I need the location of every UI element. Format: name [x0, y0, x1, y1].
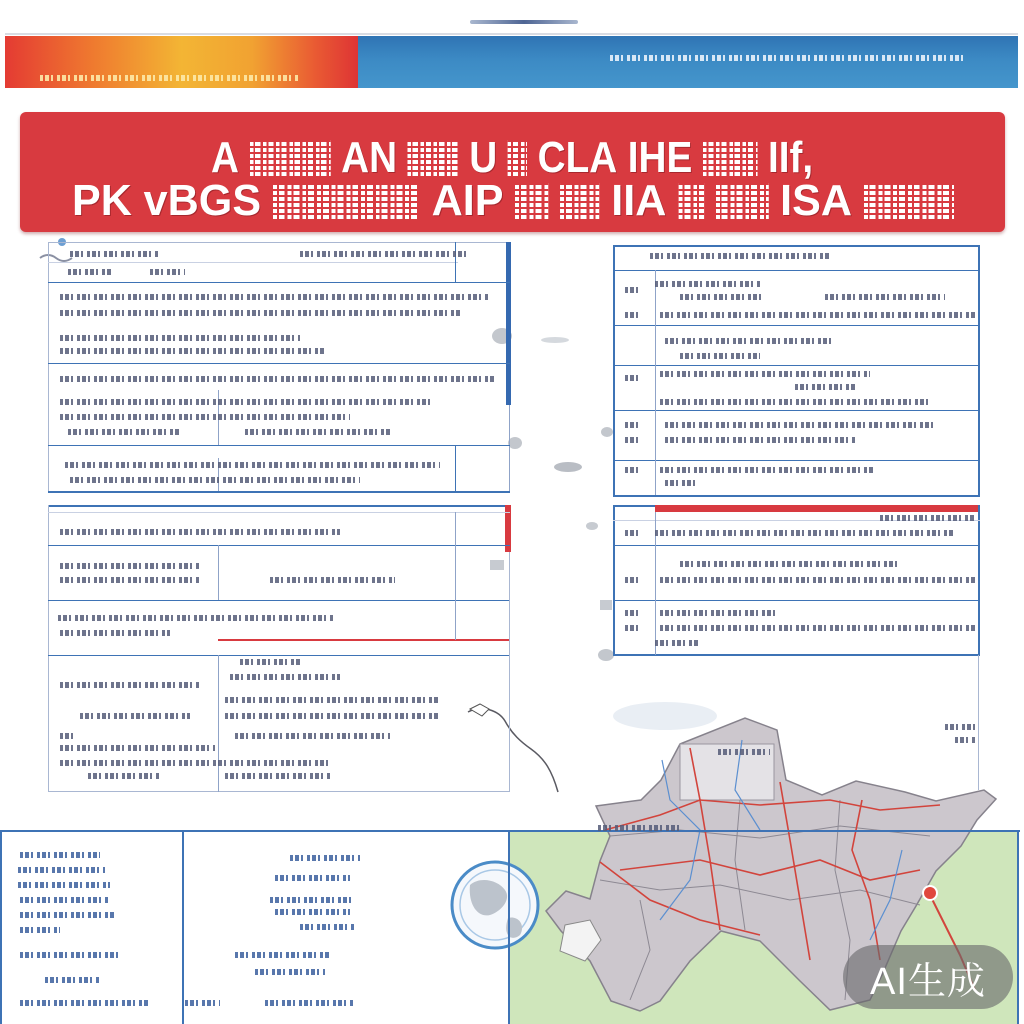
- table-rule: [48, 242, 49, 492]
- table-rule: [455, 512, 456, 640]
- table-rule: [48, 505, 49, 792]
- garbled-text-line: [625, 422, 640, 428]
- small-island: [470, 704, 489, 716]
- table-rule: [48, 791, 510, 792]
- sea-haze: [613, 702, 717, 730]
- title-fragment: ISA: [779, 176, 852, 225]
- garbled-glyphs: [715, 183, 768, 219]
- garbled-text-line: [655, 530, 955, 536]
- badge-label: AI生成: [870, 960, 986, 1003]
- table-rule: [48, 491, 510, 493]
- garbled-text-line: [60, 414, 350, 420]
- title-fragment: A: [211, 133, 240, 182]
- garbled-text-line: [265, 1000, 355, 1006]
- table-rule: [978, 505, 980, 655]
- ai-generated-badge: [843, 945, 1013, 1009]
- garbled-glyphs: [272, 183, 419, 219]
- garbled-text-line: [18, 882, 110, 888]
- table-rule: [455, 445, 456, 492]
- garbled-text-line: [60, 577, 200, 583]
- garbled-text-line: [60, 348, 325, 354]
- table-rule: [613, 410, 980, 411]
- garbled-text-line: [245, 429, 390, 435]
- garbled-text-line: [80, 713, 190, 719]
- garbled-text-line: [58, 615, 335, 621]
- garbled-text-line: [660, 467, 875, 473]
- decorative-blob: [586, 522, 598, 530]
- title-line-1: [20, 133, 1005, 182]
- garbled-text-line: [20, 852, 100, 858]
- garbled-glyphs: [863, 183, 953, 219]
- title-fragment: vBGS: [143, 176, 261, 225]
- garbled-text-line: [20, 927, 60, 933]
- garbled-text-line: [680, 561, 900, 567]
- garbled-text-line: [680, 353, 760, 359]
- garbled-text-line: [680, 294, 765, 300]
- garbled-text-line: [20, 912, 115, 918]
- table-rule: [48, 545, 510, 546]
- garbled-text-line: [665, 437, 855, 443]
- decorative-blob: [490, 560, 504, 570]
- garbled-text-line: [660, 577, 975, 583]
- table-rule: [613, 545, 980, 546]
- garbled-glyphs: [408, 140, 459, 176]
- garbled-text-line: [68, 269, 112, 275]
- garbled-text-line: [945, 724, 975, 730]
- garbled-text-line: [18, 867, 105, 873]
- garbled-text-line: [625, 312, 640, 318]
- garbled-text-line: [240, 659, 300, 665]
- table-rule: [613, 245, 980, 247]
- table-rule: [48, 655, 510, 656]
- table-rule: [613, 505, 615, 655]
- garbled-text-line: [225, 697, 440, 703]
- garbled-text-line: [60, 376, 495, 382]
- title-fragment: IIf,: [768, 133, 814, 182]
- garbled-text-line: [270, 577, 395, 583]
- garbled-text-line: [795, 384, 855, 390]
- table-rule: [218, 655, 219, 792]
- table-rule: [613, 325, 980, 326]
- location-marker-icon: [923, 886, 937, 900]
- garbled-text-line: [625, 375, 640, 381]
- decorative-blob: [598, 649, 614, 661]
- decorative-blob: [601, 427, 613, 437]
- garbled-text-line: [185, 1000, 220, 1006]
- coastline: [468, 709, 558, 792]
- garbled-glyphs: [560, 183, 599, 219]
- garbled-text-line: [825, 294, 945, 300]
- title-fragment: IHE: [628, 133, 693, 182]
- table-rule: [613, 505, 655, 507]
- garbled-text-line: [718, 749, 770, 755]
- table-rule: [1017, 830, 1019, 1024]
- decorative-blob: [541, 337, 569, 343]
- garbled-text-line: [60, 733, 75, 739]
- header-strip-rule: [5, 33, 1018, 35]
- decorative-blob: [600, 600, 612, 610]
- table-rule: [0, 830, 2, 1024]
- garbled-text-line: [625, 467, 640, 473]
- garbled-text-line: [20, 1000, 150, 1006]
- table-rule: [613, 600, 980, 601]
- decorative-blob: [508, 437, 522, 449]
- table-rule: [48, 445, 510, 446]
- table-rule: [0, 830, 1020, 832]
- garbled-text-line: [275, 875, 350, 881]
- garbled-text-line: [45, 977, 100, 983]
- title-banner: [20, 112, 1005, 232]
- garbled-text-line: [625, 530, 640, 536]
- table-rule: [613, 270, 980, 271]
- garbled-text-line: [20, 952, 120, 958]
- garbled-text-line: [235, 733, 390, 739]
- garbled-glyphs: [508, 140, 527, 176]
- garbled-text-line: [60, 760, 330, 766]
- table-rule: [218, 545, 219, 600]
- garbled-text-line: [60, 294, 490, 300]
- table-rule: [655, 505, 980, 512]
- table-rule: [509, 552, 510, 792]
- garbled-text-line: [300, 251, 470, 257]
- decorative-blob: [554, 462, 582, 472]
- garbled-text-line: [610, 55, 965, 61]
- garbled-text-line: [660, 625, 975, 631]
- garbled-glyphs: [703, 140, 758, 176]
- garbled-text-line: [275, 909, 350, 915]
- table-rule: [218, 639, 510, 641]
- top-dash: [470, 20, 578, 24]
- garbled-text-line: [300, 924, 355, 930]
- garbled-glyphs: [678, 183, 703, 219]
- garbled-text-line: [660, 312, 975, 318]
- garbled-text-line: [60, 630, 170, 636]
- title-line-1-text: [211, 133, 814, 182]
- table-rule: [48, 600, 510, 601]
- garbled-text-line: [665, 338, 835, 344]
- decorative-squiggle: [40, 255, 72, 261]
- garbled-text-line: [65, 462, 440, 468]
- garbled-text-line: [625, 287, 640, 293]
- garbled-text-line: [655, 640, 700, 646]
- table-rule: [48, 512, 510, 513]
- garbled-text-line: [650, 253, 830, 259]
- garbled-text-line: [625, 437, 640, 443]
- garbled-text-line: [40, 75, 300, 81]
- garbled-text-line: [230, 674, 340, 680]
- garbled-text-line: [150, 269, 185, 275]
- garbled-text-line: [60, 745, 215, 751]
- table-rule: [506, 242, 511, 405]
- garbled-text-line: [60, 399, 430, 405]
- title-fragment: AIP: [431, 176, 504, 225]
- table-rule: [455, 242, 456, 282]
- globe-icon: [452, 862, 538, 948]
- header-strip-blue: [358, 36, 1018, 88]
- garbled-text-line: [60, 682, 200, 688]
- garbled-text-line: [60, 529, 340, 535]
- garbled-text-line: [70, 477, 360, 483]
- table-rule: [48, 363, 510, 364]
- garbled-text-line: [665, 422, 935, 428]
- table-rule: [48, 505, 505, 507]
- title-fragment: PK: [71, 176, 132, 225]
- garbled-text-line: [225, 713, 440, 719]
- garbled-text-line: [60, 310, 460, 316]
- table-rule: [48, 242, 510, 243]
- garbled-text-line: [255, 969, 325, 975]
- table-rule: [613, 460, 980, 461]
- table-rule: [509, 405, 510, 492]
- garbled-text-line: [880, 515, 975, 521]
- title-fragment: IIA: [610, 176, 666, 225]
- garbled-text-line: [660, 399, 930, 405]
- garbled-text-line: [660, 610, 775, 616]
- garbled-text-line: [225, 773, 330, 779]
- title-fragment: U: [469, 133, 498, 182]
- table-rule: [978, 655, 979, 790]
- garbled-text-line: [625, 610, 640, 616]
- table-rule: [613, 365, 980, 366]
- title-line-2-text: [71, 176, 954, 225]
- garbled-text-line: [60, 563, 200, 569]
- garbled-text-line: [60, 335, 300, 341]
- title-fragment: AN: [341, 133, 398, 182]
- garbled-text-line: [660, 371, 870, 377]
- table-rule: [613, 654, 980, 656]
- garbled-text-line: [290, 855, 360, 861]
- garbled-text-line: [70, 251, 160, 257]
- garbled-text-line: [235, 952, 330, 958]
- title-line-2: [20, 176, 1005, 225]
- table-rule: [48, 282, 510, 283]
- table-rule: [182, 830, 184, 1024]
- garbled-text-line: [625, 625, 640, 631]
- garbled-text-line: [598, 825, 680, 831]
- table-rule: [655, 270, 656, 495]
- garbled-text-line: [655, 281, 760, 287]
- garbled-text-line: [88, 773, 160, 779]
- garbled-glyphs: [515, 183, 548, 219]
- garbled-glyphs: [250, 140, 331, 176]
- garbled-text-line: [68, 429, 180, 435]
- garbled-text-line: [665, 480, 695, 486]
- garbled-text-line: [270, 897, 355, 903]
- garbled-text-line: [955, 737, 975, 743]
- table-rule: [48, 262, 458, 263]
- title-fragment: CLA: [538, 133, 618, 182]
- garbled-text-line: [625, 577, 640, 583]
- table-rule: [508, 830, 510, 1024]
- table-rule: [613, 495, 980, 497]
- garbled-text-line: [20, 897, 110, 903]
